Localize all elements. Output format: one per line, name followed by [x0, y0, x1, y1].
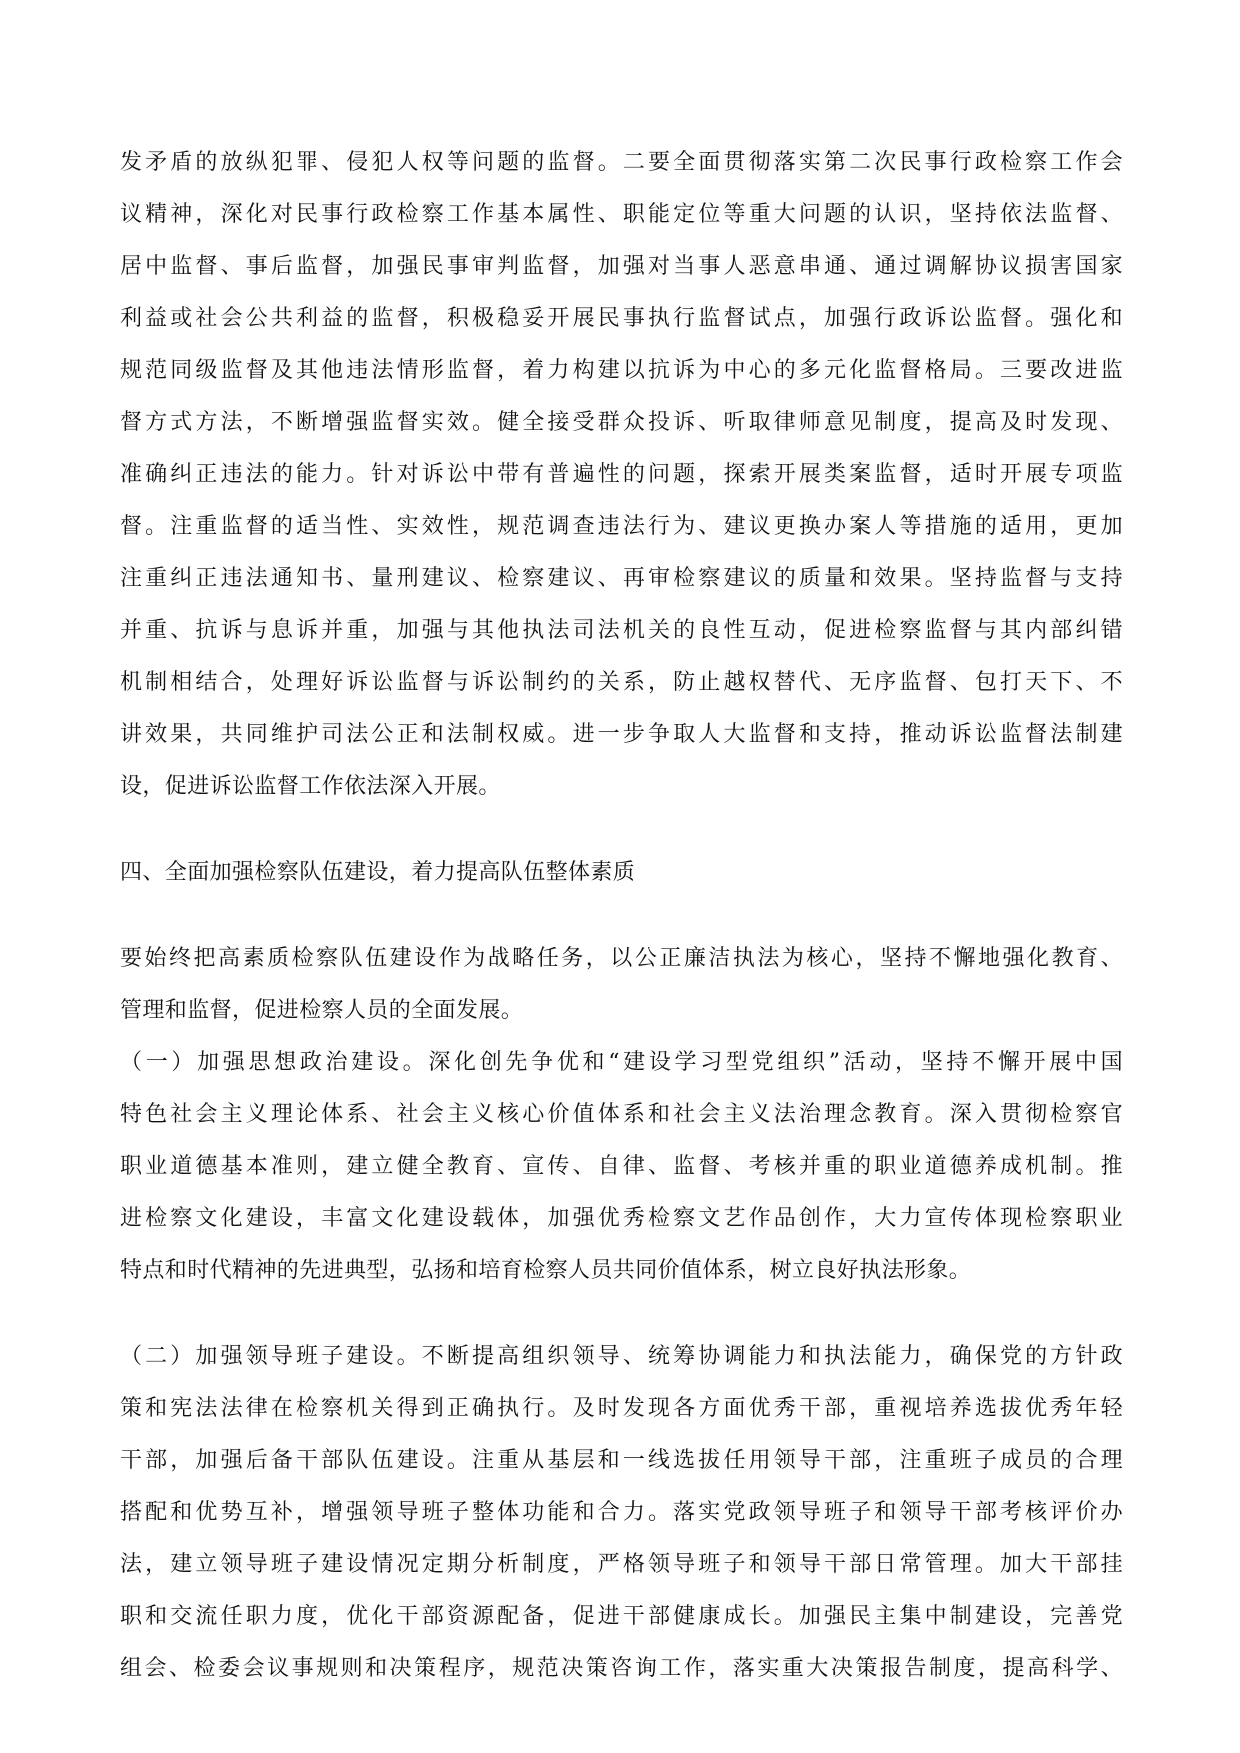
text-line: 设，促进诉讼监督工作依法深入开展。: [120, 774, 501, 799]
text-line: 职业道德基本准则，建立健全教育、宣传、自律、监督、考核并重的职业道德养成机制。推: [120, 1154, 1123, 1179]
text-line: 并重、抗诉与息诉并重，加强与其他执法司法机关的良性互动，促进检察监督与其内部纠错: [120, 618, 1123, 643]
section-heading: 四、全面加强检察队伍建设，着力提高队伍整体素质: [120, 860, 636, 885]
text-line: 注重纠正违法通知书、量刑建议、检察建议、再审检察建议的质量和效果。坚持监督与支持: [120, 566, 1123, 591]
text-line: 讲效果，共同维护司法公正和法制权威。进一步争取人大监督和支持，推动诉讼监督法制建: [120, 722, 1123, 747]
text-line: 利益或社会公共利益的监督，积极稳妥开展民事执行监督试点，加强行政诉讼监督。强化和: [120, 306, 1123, 331]
text-line: （一）加强思想政治建设。深化创先争优和“建设学习型党组织”活动，坚持不懈开展中国: [120, 1050, 1123, 1075]
text-line: 准确纠正违法的能力。针对诉讼中带有普遍性的问题，探索开展类案监督，适时开展专项监: [120, 462, 1123, 487]
text-line: 策和宪法法律在检察机关得到正确执行。及时发现各方面优秀干部，重视培养选拔优秀年轻: [120, 1396, 1123, 1421]
text-line: 干部，加强后备干部队伍建设。注重从基层和一线选拔任用领导干部，注重班子成员的合理: [120, 1448, 1123, 1473]
text-line: 督方式方法，不断增强监督实效。健全接受群众投诉、听取律师意见制度，提高及时发现、: [120, 410, 1123, 435]
text-line: 特色社会主义理论体系、社会主义核心价值体系和社会主义法治理念教育。深入贯彻检察官: [120, 1102, 1123, 1127]
text-line: 发矛盾的放纵犯罪、侵犯人权等问题的监督。二要全面贯彻落实第二次民事行政检察工作会: [120, 150, 1123, 175]
text-line: 组会、检委会议事规则和决策程序，规范决策咨询工作，落实重大决策报告制度，提高科学、: [120, 1656, 1123, 1681]
text-line: 机制相结合，处理好诉讼监督与诉讼制约的关系，防止越权替代、无序监督、包打天下、不: [120, 670, 1123, 695]
text-line: 职和交流任职力度，优化干部资源配备，促进干部健康成长。加强民主集中制建设，完善党: [120, 1604, 1123, 1629]
text-line: 搭配和优势互补，增强领导班子整体功能和合力。落实党政领导班子和领导干部考核评价办: [120, 1500, 1123, 1525]
text-line: 规范同级监督及其他违法情形监督，着力构建以抗诉为中心的多元化监督格局。三要改进监: [120, 358, 1123, 383]
text-line: 要始终把高素质检察队伍建设作为战略任务，以公正廉洁执法为核心，坚持不懈地强化教育、: [120, 946, 1123, 971]
text-line: 议精神，深化对民事行政检察工作基本属性、职能定位等重大问题的认识，坚持依法监督、: [120, 202, 1123, 227]
text-line: 进检察文化建设，丰富文化建设载体，加强优秀检察文艺作品创作，大力宣传体现检察职业: [120, 1206, 1123, 1231]
document-page: [120, 0, 1130, 1753]
text-line: 特点和时代精神的先进典型，弘扬和培育检察人员共同价值体系，树立良好执法形象。: [120, 1258, 972, 1283]
text-line: （二）加强领导班子建设。不断提高组织领导、统筹协调能力和执法能力，确保党的方针政: [120, 1344, 1123, 1369]
text-line: 管理和监督，促进检察人员的全面发展。: [120, 998, 524, 1023]
text-line: 督。注重监督的适当性、实效性，规范调查违法行为、建议更换办案人等措施的适用，更加: [120, 514, 1123, 539]
text-line: 居中监督、事后监督，加强民事审判监督，加强对当事人恶意串通、通过调解协议损害国家: [120, 254, 1123, 279]
text-line: 法，建立领导班子建设情况定期分析制度，严格领导班子和领导干部日常管理。加大干部挂: [120, 1552, 1123, 1577]
